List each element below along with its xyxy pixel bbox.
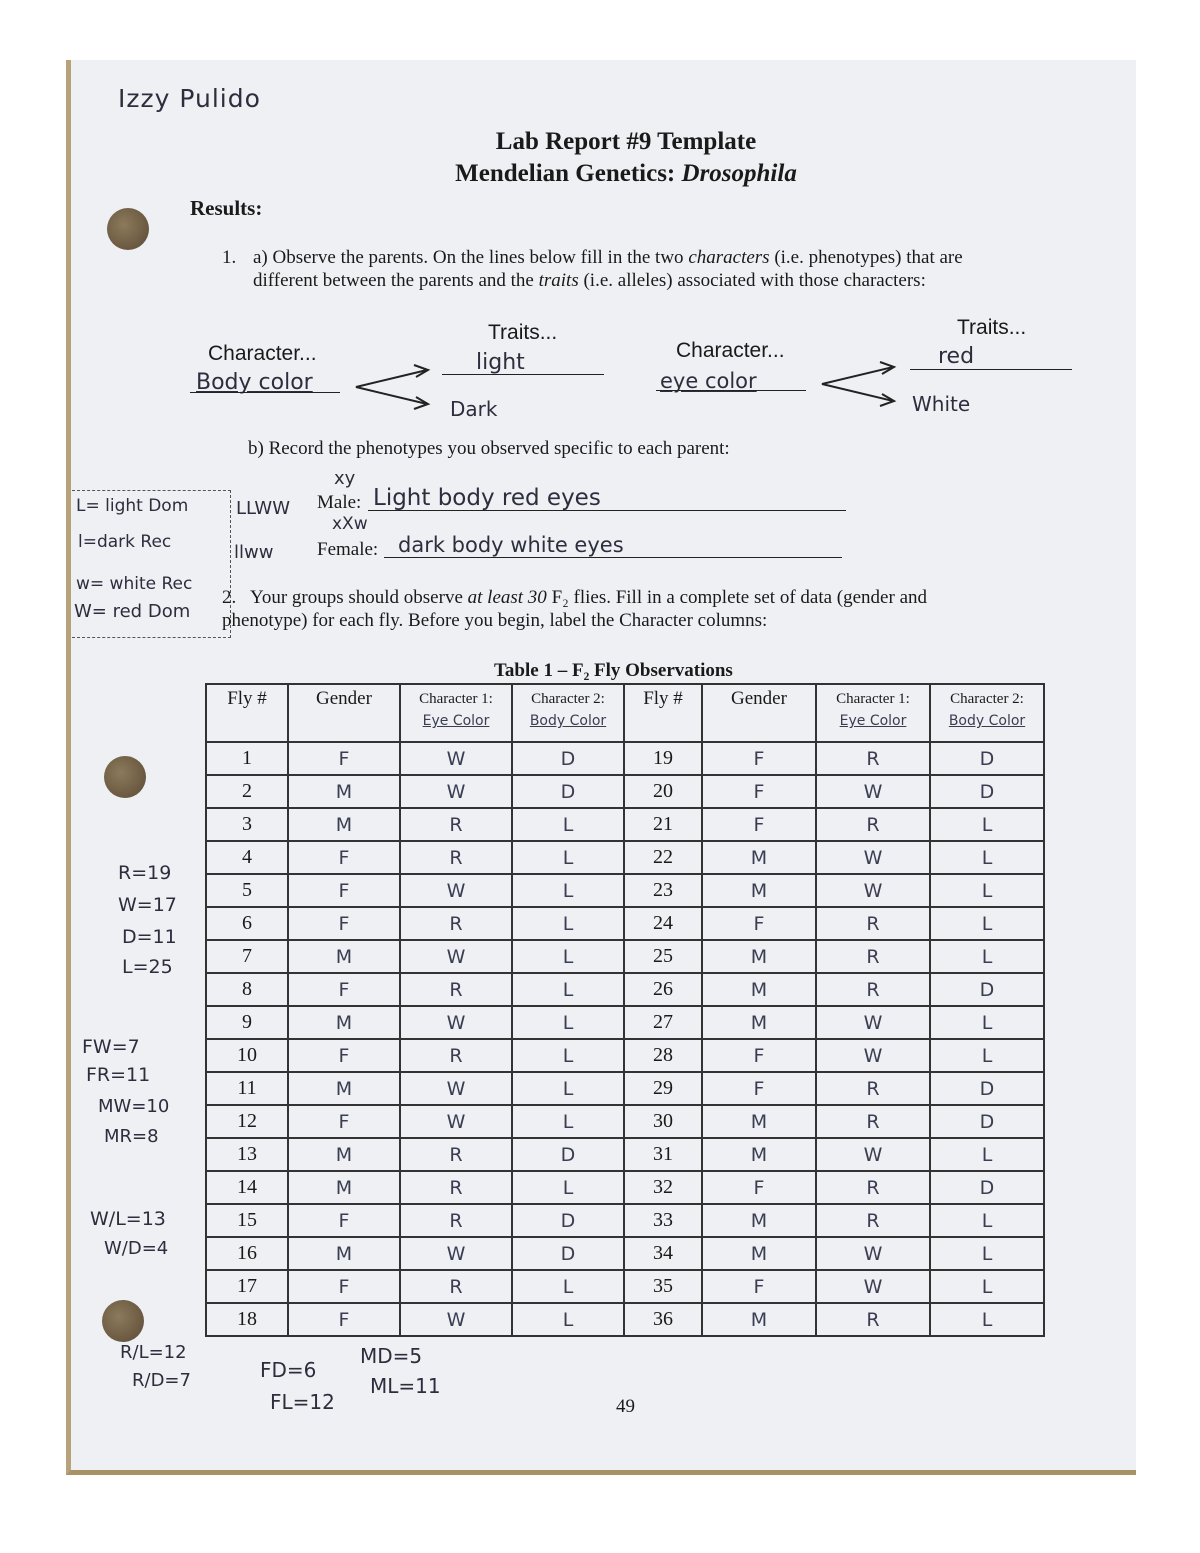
cell-body-color-left: L [512,1105,624,1138]
margin-count-l: L=25 [122,956,173,978]
cell-fly-number-left: 13 [206,1138,288,1171]
cell-gender-right: M [702,1303,816,1336]
cell-body-color-left: L [512,874,624,907]
char2-trait-top-line [910,369,1072,370]
page-title: Lab Report #9 Template [495,128,757,155]
cell-gender-left: M [288,808,400,841]
cell-eye-color-left: R [400,808,512,841]
cell-eye-color-left: R [400,1204,512,1237]
margin-count-fr: FR=11 [86,1064,151,1086]
cell-gender-left: M [288,1171,400,1204]
cell-gender-left: F [288,841,400,874]
cell-eye-color-left: R [400,1138,512,1171]
margin-key-4: W= red Dom [74,601,191,622]
cell-fly-number-right: 29 [624,1072,702,1105]
cell-fly-number-left: 11 [206,1072,288,1105]
bottom-count-md: MD=5 [360,1344,423,1368]
header-char2-right: Character 2: Body Color [930,684,1044,742]
cell-eye-color-right: R [816,1303,930,1336]
traits-label-2: Traits... [957,316,1027,339]
table-row [206,973,1044,1006]
cell-fly-number-right: 27 [624,1006,702,1039]
cell-gender-right: F [702,1270,816,1303]
char2-answer: eye color [660,369,757,393]
table-row [206,1105,1044,1138]
cell-gender-left: F [288,1204,400,1237]
bottom-count-ml: ML=11 [370,1374,441,1398]
character-label-1: Character... [208,342,317,365]
header-gender-left: Gender [288,684,400,742]
cell-eye-color-left: R [400,907,512,940]
cell-gender-left: F [288,1270,400,1303]
margin-count-w: W=17 [118,894,177,916]
male-line [368,510,846,511]
header-gender-right: Gender [702,684,816,742]
cell-fly-number-left: 6 [206,907,288,940]
cell-eye-color-right: R [816,1072,930,1105]
cell-eye-color-right: R [816,1105,930,1138]
cell-gender-left: F [288,907,400,940]
cell-body-color-left: L [512,1270,624,1303]
cell-body-color-right: L [930,841,1044,874]
male-genotype: LLWW [236,498,290,519]
cell-body-color-left: L [512,1171,624,1204]
cell-fly-number-left: 1 [206,742,288,775]
cell-gender-left: F [288,874,400,907]
cell-gender-right: F [702,1039,816,1072]
cell-body-color-right: L [930,1138,1044,1171]
char2-line [656,390,806,391]
cell-eye-color-left: R [400,973,512,1006]
q2-text-line2: phenotype) for each fly. Before you begin, label the Character columns: [222,610,768,631]
cell-body-color-left: L [512,1303,624,1336]
cell-eye-color-left: W [400,742,512,775]
cell-gender-left: F [288,1303,400,1336]
table-row [206,1171,1044,1204]
margin-count-wd: W/D=4 [104,1238,169,1259]
table-row [206,1303,1044,1336]
q1a-text-line1: a) Observe the parents. On the lines below fill in the two characters (i.e. phenotypes) that are [253,247,963,268]
cell-gender-right: F [702,907,816,940]
cell-eye-color-right: W [816,1270,930,1303]
cell-body-color-right: D [930,973,1044,1006]
binder-hole-top [107,208,149,250]
table-row [206,841,1044,874]
table-row [206,1237,1044,1270]
char1-trait-bottom: Dark [450,397,498,421]
cell-gender-right: M [702,874,816,907]
cell-fly-number-left: 2 [206,775,288,808]
cell-fly-number-right: 19 [624,742,702,775]
table-body [206,742,1044,1336]
cell-body-color-right: D [930,742,1044,775]
cell-eye-color-left: W [400,940,512,973]
cell-body-color-left: L [512,973,624,1006]
char1-arrows-icon [352,364,432,410]
cell-gender-right: M [702,1204,816,1237]
cell-fly-number-left: 4 [206,841,288,874]
cell-eye-color-right: W [816,1039,930,1072]
cell-eye-color-left: W [400,775,512,808]
cell-body-color-left: L [512,1006,624,1039]
q2-text-line1: Your groups should observe at least 30 F₂ flies. Fill in a complete set of data (gender and [250,587,927,608]
cell-body-color-right: L [930,808,1044,841]
cell-body-color-right: L [930,874,1044,907]
male-genotype-note: xy [334,468,356,489]
page-number: 49 [616,1396,635,1417]
binder-hole-bottom [102,1300,144,1342]
cell-eye-color-right: R [816,808,930,841]
cell-body-color-left: L [512,808,624,841]
table-header-row [206,684,1044,742]
table-row [206,1006,1044,1039]
cell-eye-color-right: R [816,1204,930,1237]
cell-fly-number-left: 14 [206,1171,288,1204]
cell-body-color-left: L [512,907,624,940]
cell-body-color-left: L [512,841,624,874]
cell-body-color-right: L [930,1006,1044,1039]
male-label: Male: [317,492,362,513]
cell-fly-number-left: 5 [206,874,288,907]
header-char1-right-label: Eye Color [839,713,907,729]
char1-trait-top-line [442,374,604,375]
cell-fly-number-right: 24 [624,907,702,940]
character-label-2: Character... [676,339,785,362]
cell-eye-color-right: R [816,1171,930,1204]
margin-count-r: R=19 [118,862,172,884]
header-char1-right: Character 1: Eye Color [816,684,930,742]
cell-eye-color-left: W [400,1006,512,1039]
cell-fly-number-left: 17 [206,1270,288,1303]
cell-fly-number-right: 35 [624,1270,702,1303]
cell-eye-color-left: R [400,1171,512,1204]
cell-eye-color-left: R [400,841,512,874]
header-char1-left-label: Eye Color [422,713,490,729]
cell-gender-left: M [288,940,400,973]
margin-count-d: D=11 [122,926,177,948]
table-row [206,940,1044,973]
char1-trait-top: light [476,350,525,375]
cell-body-color-left: L [512,940,624,973]
cell-fly-number-right: 20 [624,775,702,808]
margin-key-3: w= white Rec [76,574,193,594]
cell-gender-right: M [702,1006,816,1039]
cell-body-color-right: L [930,1303,1044,1336]
table-row [206,1039,1044,1072]
cell-fly-number-right: 36 [624,1303,702,1336]
cell-fly-number-left: 8 [206,973,288,1006]
cell-fly-number-left: 18 [206,1303,288,1336]
female-genotype-note: xXw [332,514,368,534]
cell-fly-number-right: 32 [624,1171,702,1204]
char2-trait-bottom: White [912,392,971,416]
cell-body-color-right: D [930,1072,1044,1105]
cell-gender-right: M [702,973,816,1006]
table-row [206,1204,1044,1237]
cell-eye-color-right: W [816,1006,930,1039]
cell-body-color-right: L [930,1039,1044,1072]
margin-count-mw: MW=10 [98,1096,170,1117]
binder-hole-middle [104,756,146,798]
cell-fly-number-right: 30 [624,1105,702,1138]
female-label: Female: [317,539,379,560]
margin-count-rd: R/D=7 [132,1370,191,1391]
cell-body-color-left: D [512,1237,624,1270]
cell-gender-left: F [288,1105,400,1138]
header-char2-left: Character 2: Body Color [512,684,624,742]
bottom-count-fl: FL=12 [270,1390,335,1414]
cell-gender-right: F [702,808,816,841]
cell-gender-left: M [288,1072,400,1105]
header-char2-right-label: Body Color [948,713,1026,729]
cell-gender-right: F [702,775,816,808]
table-row [206,1072,1044,1105]
cell-body-color-left: D [512,775,624,808]
header-fly-right: Fly # [624,684,702,742]
cell-gender-left: F [288,973,400,1006]
cell-gender-right: M [702,940,816,973]
cell-eye-color-right: W [816,1237,930,1270]
male-answer: Light body red eyes [373,485,601,511]
table-caption: Table 1 – F₂ Fly Observations [494,660,733,681]
cell-body-color-left: D [512,742,624,775]
margin-count-fw: FW=7 [82,1036,140,1058]
margin-count-rl: R/L=12 [120,1342,187,1363]
cell-body-color-left: D [512,1138,624,1171]
cell-fly-number-right: 34 [624,1237,702,1270]
cell-fly-number-right: 22 [624,841,702,874]
cell-gender-right: M [702,1105,816,1138]
header-char2-left-label: Body Color [529,713,607,729]
cell-body-color-left: L [512,1072,624,1105]
cell-gender-left: M [288,1237,400,1270]
margin-count-mr: MR=8 [104,1126,159,1147]
margin-count-wl: W/L=13 [90,1208,166,1230]
cell-body-color-left: L [512,1039,624,1072]
cell-body-color-right: L [930,1270,1044,1303]
margin-key-1: L= light Dom [76,496,189,516]
cell-gender-right: F [702,1072,816,1105]
bottom-count-fd: FD=6 [260,1358,317,1382]
cell-body-color-right: D [930,1105,1044,1138]
q2-number: 2. [222,587,237,608]
cell-body-color-right: D [930,775,1044,808]
traits-label-1: Traits... [488,321,558,344]
handwritten-name: Izzy Pulido [118,84,261,113]
table-row [206,742,1044,775]
cell-eye-color-left: R [400,1039,512,1072]
cell-gender-right: M [702,1237,816,1270]
cell-fly-number-left: 15 [206,1204,288,1237]
q1b-text: b) Record the phenotypes you observed specific to each parent: [248,438,730,459]
cell-gender-right: M [702,1138,816,1171]
cell-gender-left: M [288,1138,400,1171]
cell-gender-left: M [288,1006,400,1039]
results-heading: Results: [190,196,263,220]
cell-gender-left: F [288,742,400,775]
header-char1-left: Character 1: Eye Color [400,684,512,742]
cell-fly-number-right: 28 [624,1039,702,1072]
cell-fly-number-left: 10 [206,1039,288,1072]
cell-eye-color-right: W [816,775,930,808]
cell-gender-left: M [288,775,400,808]
char1-line [190,392,340,393]
header-fly-left: Fly # [206,684,288,742]
table-row [206,775,1044,808]
cell-gender-right: F [702,742,816,775]
page-subtitle: Mendelian Genetics: Drosophila [455,160,797,187]
fly-observation-table [205,683,1045,1337]
cell-eye-color-left: W [400,874,512,907]
cell-fly-number-left: 9 [206,1006,288,1039]
cell-gender-right: F [702,1171,816,1204]
cell-gender-left: F [288,1039,400,1072]
female-line [384,557,842,558]
cell-fly-number-right: 21 [624,808,702,841]
cell-body-color-right: L [930,1204,1044,1237]
cell-body-color-right: L [930,907,1044,940]
female-answer: dark body white eyes [398,533,624,557]
cell-fly-number-right: 31 [624,1138,702,1171]
table-row [206,874,1044,907]
table-row [206,1270,1044,1303]
cell-eye-color-left: W [400,1072,512,1105]
cell-body-color-right: D [930,1171,1044,1204]
cell-eye-color-left: W [400,1105,512,1138]
q1a-text-line2: different between the parents and the traits (i.e. alleles) associated with those characters: [253,270,926,291]
cell-eye-color-left: W [400,1303,512,1336]
cell-fly-number-left: 12 [206,1105,288,1138]
cell-eye-color-right: R [816,742,930,775]
q1a-number: 1. [222,247,237,268]
cell-fly-number-right: 23 [624,874,702,907]
cell-fly-number-left: 3 [206,808,288,841]
cell-eye-color-right: R [816,973,930,1006]
cell-body-color-right: L [930,1237,1044,1270]
cell-eye-color-right: R [816,907,930,940]
female-genotype: llww [234,542,274,563]
cell-fly-number-left: 16 [206,1237,288,1270]
cell-fly-number-right: 26 [624,973,702,1006]
margin-key-2: l=dark Rec [78,532,172,552]
cell-body-color-left: D [512,1204,624,1237]
table-row [206,1138,1044,1171]
table-row [206,907,1044,940]
cell-gender-right: M [702,841,816,874]
char2-arrows-icon [818,361,898,407]
cell-eye-color-right: W [816,841,930,874]
cell-eye-color-left: W [400,1237,512,1270]
char1-answer: Body color [196,370,313,395]
cell-fly-number-left: 7 [206,940,288,973]
char2-trait-top: red [938,344,975,369]
cell-fly-number-right: 33 [624,1204,702,1237]
cell-eye-color-right: W [816,874,930,907]
cell-fly-number-right: 25 [624,940,702,973]
cell-eye-color-right: R [816,940,930,973]
table-row [206,808,1044,841]
cell-eye-color-left: R [400,1270,512,1303]
cell-body-color-right: L [930,940,1044,973]
cell-eye-color-right: W [816,1138,930,1171]
